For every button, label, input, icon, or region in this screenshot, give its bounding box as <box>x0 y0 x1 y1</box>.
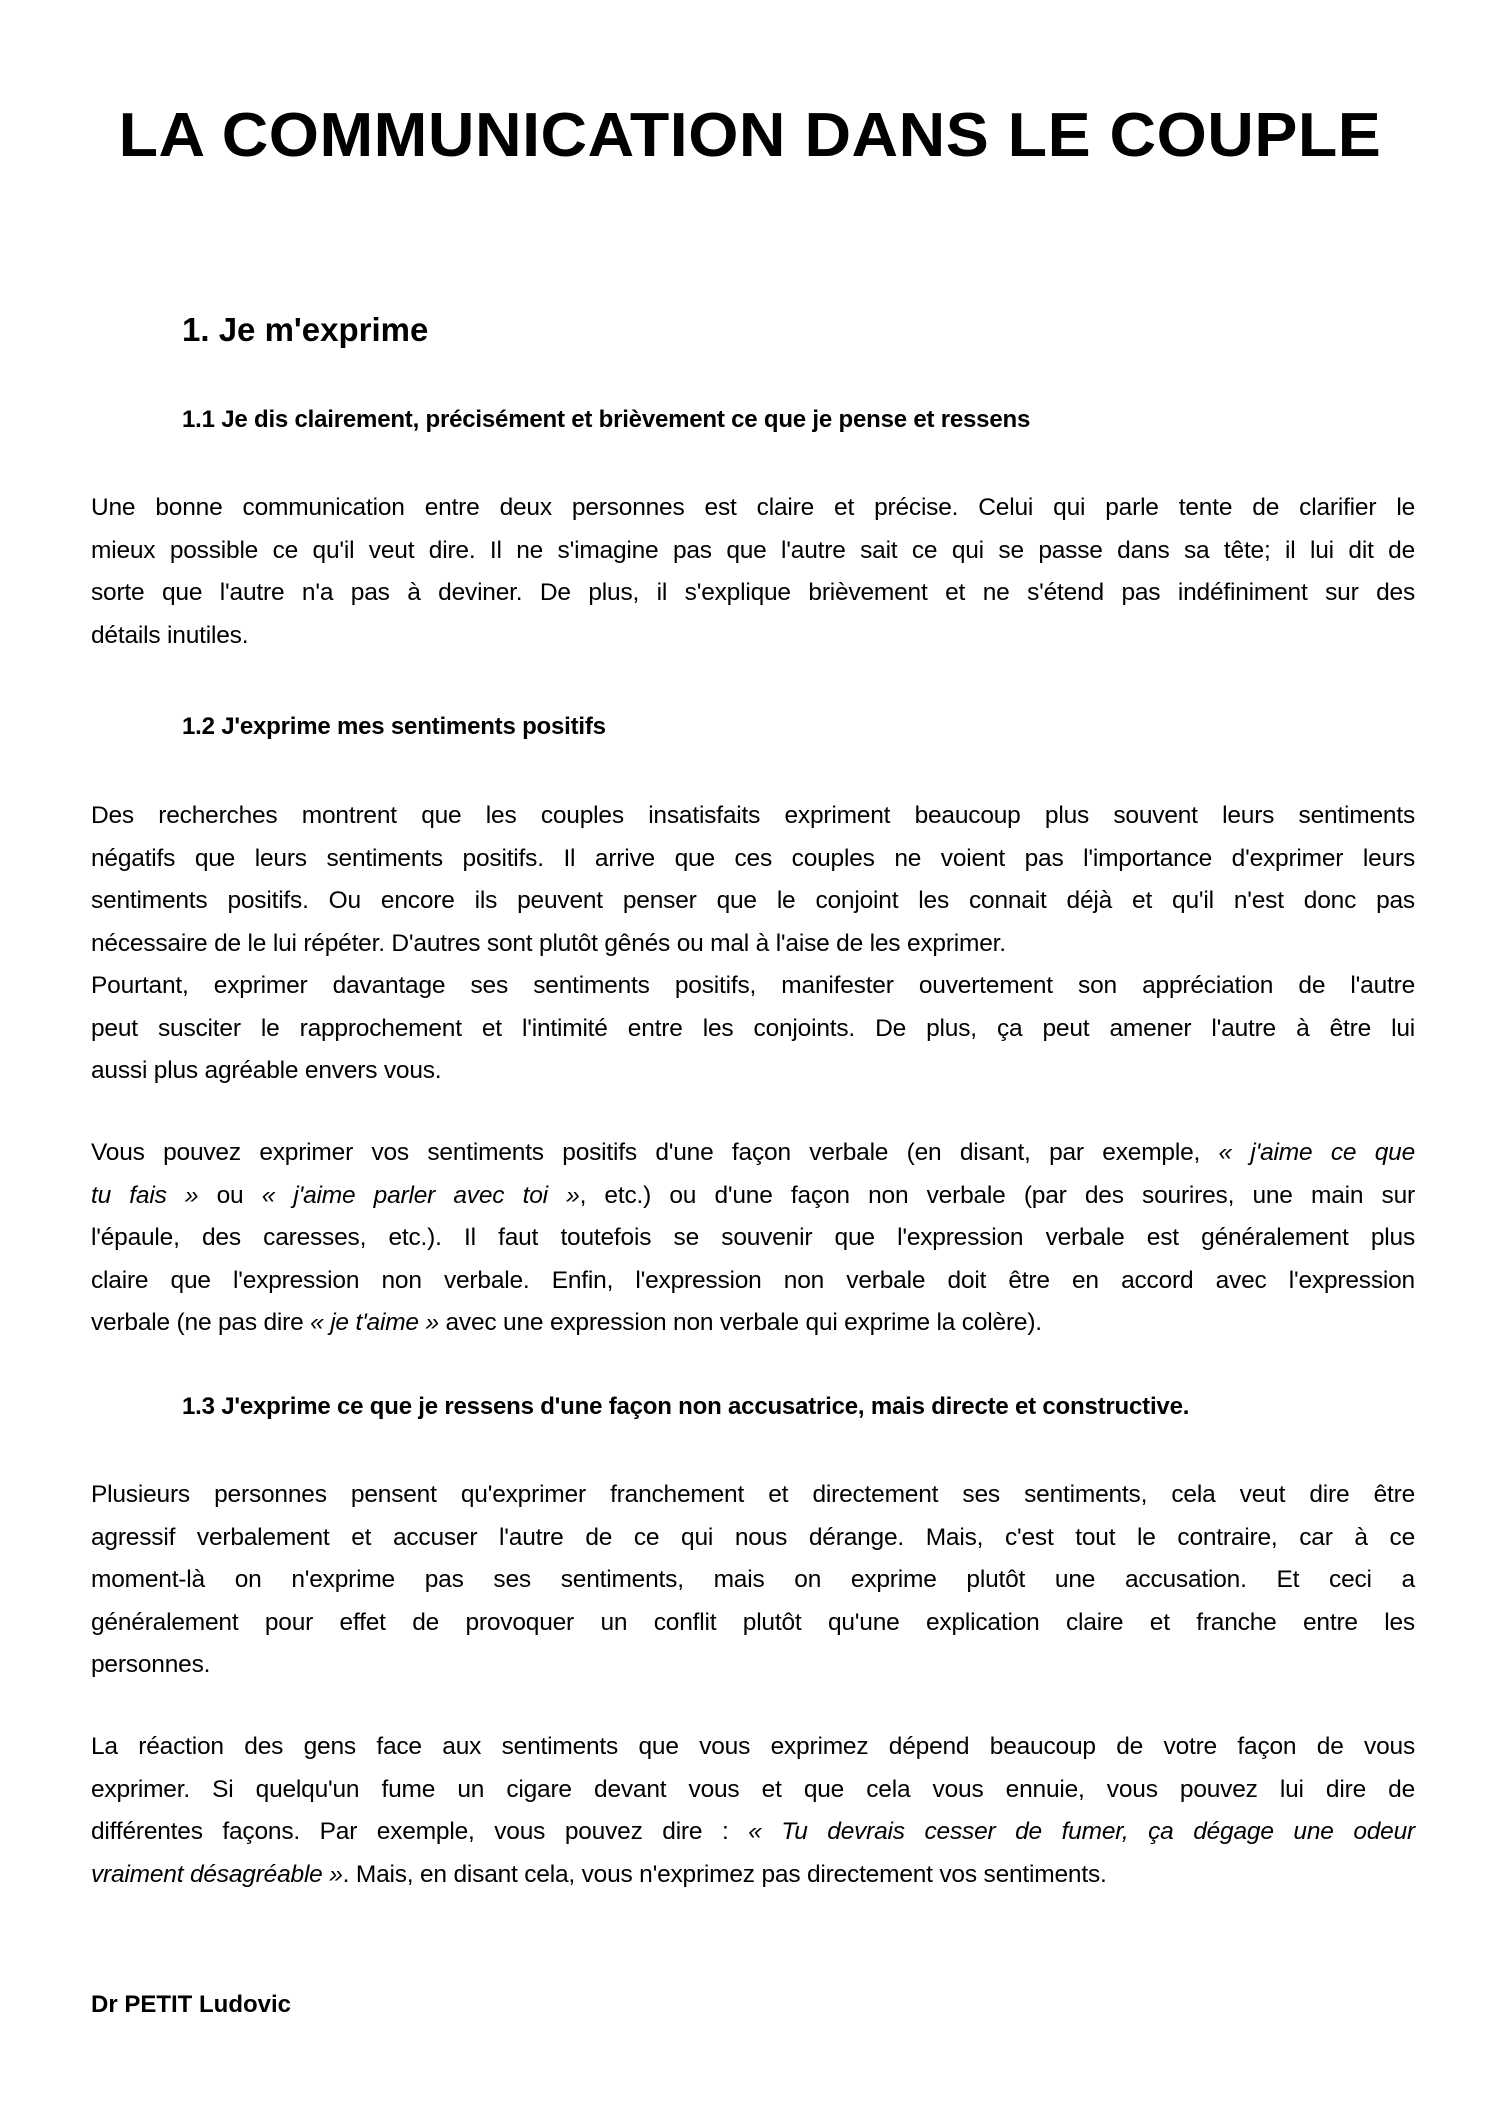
paragraph-line: sentiments positifs. Ou encore ils peuvent penser que le conjoint les connait déjà et qu'il n'est donc pas <box>91 887 1415 914</box>
paragraph-1-3-b <box>91 1726 1415 1896</box>
text-run: Vous pouvez exprimer vos sentiments positifs d'une façon verbale (en disant, par exemple, <box>91 1139 1219 1166</box>
document-title: LA COMMUNICATION DANS LE COUPLE <box>118 101 1382 170</box>
paragraph-line <box>91 1175 1415 1218</box>
paragraph-line: Des recherches montrent que les couples insatisfaits expriment beaucoup plus souvent leurs sentiments <box>91 802 1415 829</box>
paragraph-line: La réaction des gens face aux sentiments que vous exprimez dépend beaucoup de votre façon de vous <box>91 1733 1415 1760</box>
paragraph-line: peut susciter le rapprochement et l'intimité entre les conjoints. De plus, ça peut amener l'autre à être lui <box>91 1014 1415 1042</box>
subsection-heading-1-3: 1.3 J'exprime ce que je ressens d'une façon non accusatrice, mais directe et constructive. <box>182 1393 1190 1420</box>
paragraph-line <box>91 1811 1415 1854</box>
paragraph-1-2-a <box>91 795 1415 1093</box>
subsection-heading-1-2: 1.2 J'exprime mes sentiments positifs <box>182 713 606 740</box>
paragraph-line: négatifs que leurs sentiments positifs. Il arrive que ces couples ne voient pas l'importance d'exprimer leurs <box>91 844 1415 872</box>
subsection-heading-1-1: 1.1 Je dis clairement, précisément et brièvement ce que je pense et ressens <box>182 406 1031 433</box>
paragraph-line: moment-là on n'exprime pas ses sentiments, mais on exprime plutôt une accusation. Et ceci a <box>91 1566 1415 1593</box>
paragraph-line <box>91 1854 1415 1897</box>
paragraph-line: Une bonne communication entre deux personnes est claire et précise. Celui qui parle tente de clarifier le <box>91 494 1415 521</box>
paragraph-line: mieux possible ce qu'il veut dire. Il ne s'imagine pas que l'autre sait ce qui se passe dans sa tête; il lui dit de <box>91 536 1415 564</box>
paragraph-1-2-b <box>91 1132 1415 1345</box>
paragraph-line: claire que l'expression non verbale. Enfin, l'expression non verbale doit être en accord avec l'expression <box>91 1266 1415 1294</box>
author-signature: Dr PETIT Ludovic <box>91 1991 292 2018</box>
section-heading: 1. Je m'exprime <box>182 311 429 348</box>
paragraph-line <box>91 1132 1415 1175</box>
paragraph-line: aussi plus agréable envers vous. <box>91 1057 442 1084</box>
text-run: verbale (ne pas dire <box>91 1309 311 1336</box>
quote-run: « Tu devrais cesser de fumer, ça dégage une odeur <box>748 1818 1415 1845</box>
paragraph-line: détails inutiles. <box>91 621 249 649</box>
paragraph-line: Pourtant, exprimer davantage ses sentiments positifs, manifester ouvertement son appréciation de l'autre <box>91 972 1415 999</box>
text-run: avec une expression non verbale qui exprime la colère). <box>438 1309 1042 1336</box>
text-run: ou <box>198 1181 262 1209</box>
paragraph-line: sorte que l'autre n'a pas à deviner. De plus, il s'explique brièvement et ne s'étend pas indéfiniment sur des <box>91 579 1415 606</box>
text-run: , etc.) ou d'une façon non verbale (par des sourires, une main sur <box>579 1181 1415 1209</box>
quote-run: « j'aime ce que <box>1218 1139 1415 1166</box>
quote-run: « j'aime parler avec toi » <box>261 1181 580 1209</box>
paragraph-1-3-a <box>91 1474 1415 1687</box>
text-run: différentes façons. Par exemple, vous pouvez dire : <box>91 1818 749 1845</box>
paragraph-line: personnes. <box>91 1651 211 1678</box>
paragraph-line: nécessaire de le lui répéter. D'autres sont plutôt gênés ou mal à l'aise de les exprimer. <box>91 929 1006 957</box>
paragraph-line: l'épaule, des caresses, etc.). Il faut toutefois se souvenir que l'expression verbale est généralement plus <box>91 1224 1415 1251</box>
paragraph-line <box>91 1302 1415 1345</box>
quote-run: « je t'aime » <box>310 1309 439 1336</box>
quote-run: tu fais » <box>91 1181 199 1209</box>
paragraph-line: exprimer. Si quelqu'un fume un cigare devant vous et que cela vous ennuie, vous pouvez lui dire de <box>91 1775 1415 1803</box>
paragraph-line: agressif verbalement et accuser l'autre de ce qui nous dérange. Mais, c'est tout le contraire, car à ce <box>91 1523 1415 1551</box>
paragraph-line: généralement pour effet de provoquer un conflit plutôt qu'une explication claire et franche entre les <box>91 1608 1415 1636</box>
quote-run: vraiment désagréable » <box>91 1860 343 1888</box>
text-run: . Mais, en disant cela, vous n'exprimez pas directement vos sentiments. <box>342 1860 1107 1888</box>
paragraph-line: Plusieurs personnes pensent qu'exprimer franchement et directement ses sentiments, cela veut dire être <box>91 1481 1415 1508</box>
paragraph-1-1 <box>91 487 1415 657</box>
